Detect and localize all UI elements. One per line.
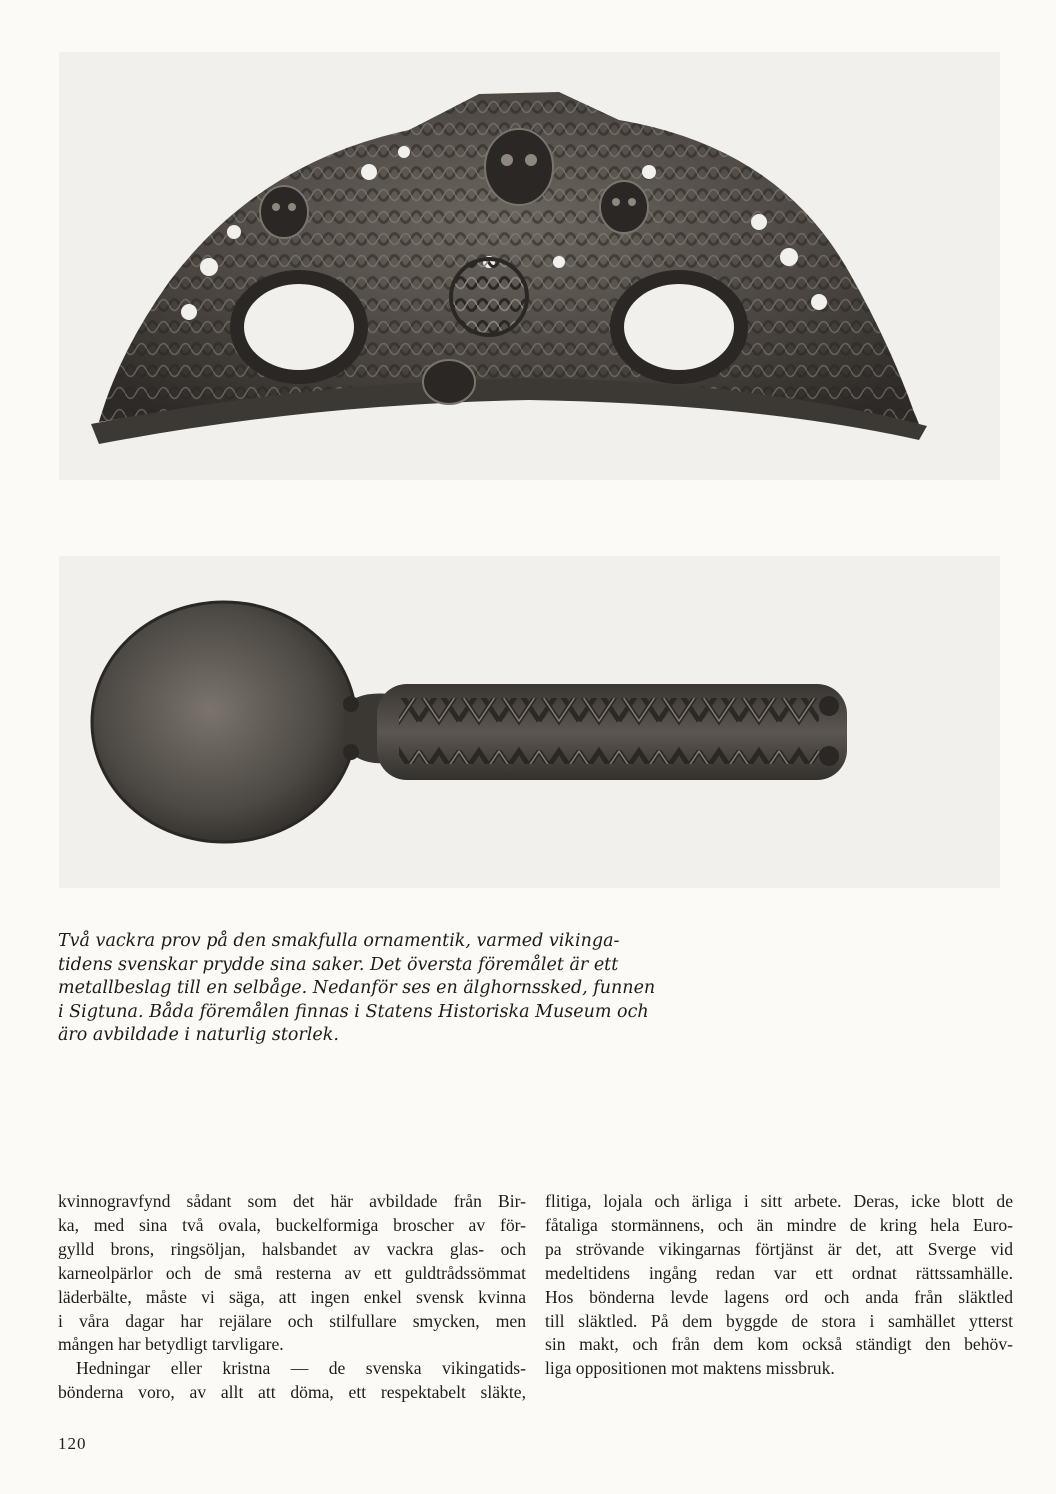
- body-column-left: [58, 1190, 526, 1405]
- body-column-right: [545, 1190, 1013, 1381]
- body-line: till släktled. På dem byggde de stora i samhället ytterst: [545, 1310, 1013, 1331]
- body-line: i våra dagar har rejälare och stilfullare smycken, men: [58, 1310, 526, 1331]
- body-line: karneolpärlor och de små resterna av ett guldtrådssömmat: [58, 1262, 526, 1283]
- caption-line: metallbeslag till en selbåge. Nedanför ses en älghornssked, funnen: [58, 978, 656, 999]
- caption-line: Två vackra prov på den smakfulla ornamentik, varmed vikinga-: [58, 931, 620, 951]
- body-line: läderbälte, måste vi säga, att ingen enkel svensk kvinna: [58, 1286, 526, 1307]
- body-line: kvinnogravfynd sådant som det här avbildade från Bir-: [58, 1191, 526, 1211]
- body-line: Hedningar eller kristna — de svenska vikingatids-: [76, 1358, 526, 1379]
- caption-line: i Sigtuna. Båda föremålen finnas i Statens Historiska Museum och: [58, 1001, 649, 1022]
- caption-line: äro avbildade i naturlig storlek.: [58, 1025, 339, 1046]
- body-line: mången har betydligt tarvligare.: [58, 1334, 284, 1355]
- photo-harness-mount: [59, 52, 1000, 480]
- body-line: Hos bönderna levde lagens ord och anda från släktled: [545, 1286, 1013, 1307]
- page-number: 120: [58, 1434, 87, 1453]
- body-line: fåtaliga stormännens, och än mindre de kring hela Euro-: [545, 1214, 1013, 1235]
- body-line: flitiga, lojala och ärliga i sitt arbete. Deras, icke blott de: [545, 1191, 1013, 1211]
- photo-antler-spoon: [59, 556, 1000, 888]
- body-line: bönderna voro, av allt att döma, ett respektabelt släkte,: [58, 1382, 526, 1403]
- figure-caption: [58, 930, 656, 1048]
- body-line: gylld brons, ringsöljan, halsbandet av vackra glas- och: [58, 1238, 526, 1259]
- harness-mount-illustration: [59, 52, 1000, 480]
- body-line: medeltidens ingång redan var ett ordnat rättssamhälle.: [545, 1262, 1013, 1283]
- body-line: sin makt, och från dem kom också ständigt den behöv-: [545, 1334, 1013, 1355]
- body-line: liga oppositionen mot maktens missbruk.: [545, 1358, 835, 1379]
- caption-line: tidens svenskar prydde sina saker. Det översta föremålet är ett: [58, 954, 619, 975]
- body-line: pa strövande vikingarnas förtjänst är det, att Sverge vid: [545, 1238, 1013, 1259]
- antler-spoon-illustration: [59, 556, 1000, 888]
- body-line: ka, med sina två ovala, buckelformiga broscher av för-: [58, 1214, 526, 1235]
